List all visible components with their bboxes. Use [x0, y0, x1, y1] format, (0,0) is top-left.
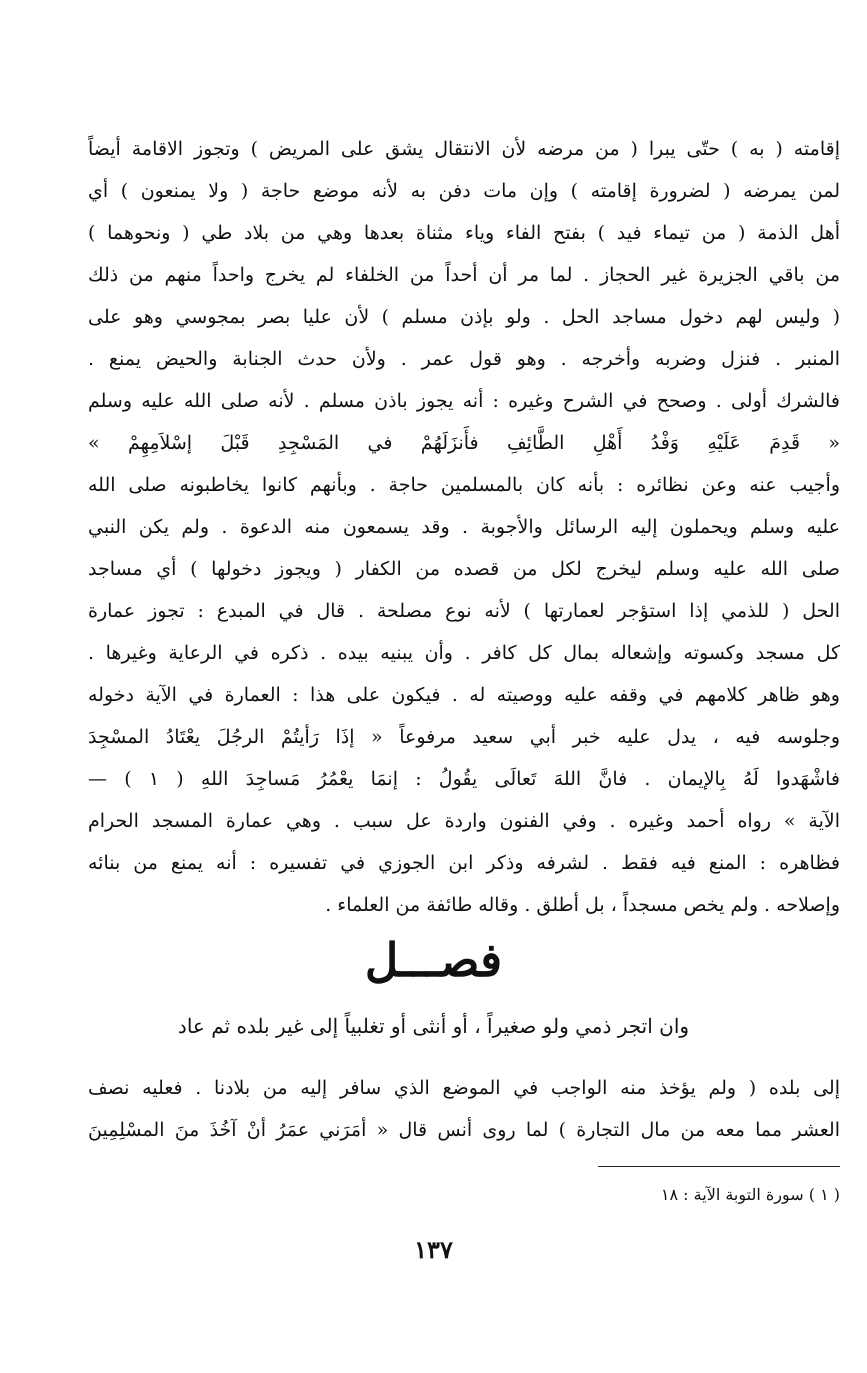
section-subtitle: وان اتجر ذمي ولو صغيراً ، أو أنثى أو تغلبياً إلى غير بلده ثم عاد: [177, 1014, 690, 1038]
text-line: الآية » رواه أحمد وغيره . وفي الفنون واردة عل سبب . وهي عمارة المسجد الحرام: [88, 810, 840, 832]
text-line: فظاهره : المنع فيه فقط . لشرفه وذكر ابن الجوزي في تفسيره : أنه يمنع من بنائه: [88, 852, 840, 874]
page-number: ١٣٧: [414, 1235, 453, 1264]
section-text-block: [88, 1067, 840, 1151]
section-heading: فصـــل: [364, 933, 503, 987]
text-line: إلى بلده ( ولم يؤخذ منه الواجب في الموضع الذي سافر إليه من بلادنا . فعليه نصف: [88, 1077, 840, 1099]
text-line: إقامته ( به ) حتّى يبرا ( من مرضه لأن الانتقال يشق على المريض ) وتجوز الاقامة أيضاً: [88, 138, 840, 160]
text-line: من باقي الجزيرة غير الحجاز . لما مر أن أحداً من الخلفاء لم يخرج واحداً منهم من ذلك: [88, 264, 840, 286]
text-line: صلى الله عليه وسلم ليخرج لكل من قصده من الكفار ( ويجوز دخولها ) أي مساجد: [88, 558, 840, 580]
text-line: لمن يمرضه ( لضرورة إقامته ) وإن مات دفن به لأنه موضع حاجة ( ولا يمنعون ) أي: [88, 180, 840, 202]
text-line: عليه وسلم ويحملون إليه الرسائل والأجوبة . وقد يسمعون منه الدعوة . ولم يكن النبي: [88, 516, 840, 538]
text-line: وأجيب عنه وعن نظائره : بأنه كان بالمسلمين حاجة . وبأنهم كانوا يخاطبونه صلى الله: [88, 474, 840, 496]
text-line: العشر مما معه من مال التجارة ) لما روى أنس قال « أمَرَني عمَرُ أنْ آخُذَ منَ المسْلِمِينَ: [88, 1119, 840, 1141]
main-text-block: [88, 128, 840, 926]
text-line: كل مسجد وكسوته وإشعاله بمال كل كافر . وأن يبنيه بيده . ذكره في الرعاية وغيرها .: [88, 642, 840, 664]
text-line: الحل ( للذمي إذا استؤجر لعمارتها ) لأنه نوع مصلحة . قال في المبدع : تجوز عمارة: [88, 600, 840, 622]
text-line: وجلوسه فيه ، يدل عليه خبر أبي سعيد مرفوعاً « إذَا رَأيتُمْ الرجُلَ يعْتَادُ المسْجِدَ: [88, 726, 840, 748]
hadith-quote-line: « قَدِمَ عَلَيْهِ وَفْدُ أَهْلِ الطَّائِفِ فأَنزَلَهُمْ في المَسْجِدِ قَبْلَ إسْلاَمِهِمْ »: [88, 432, 840, 454]
text-line: فاشْهَدوا لَهُ بِالإيمان . فانَّ اللهَ تَعالَى يقُولُ : إنمَا يعْمُرُ مَساجِدَ اللهِ ( ١ ) —: [88, 768, 840, 790]
text-line: المنبر . فنزل وضربه وأخرجه . وهو قول عمر . ولأن حدث الجنابة والحيض يمنع .: [88, 348, 840, 370]
footnote: ( ١ ) سورة التوبة الآية : ١٨: [660, 1185, 840, 1204]
text-line: أهل الذمة ( من تيماء فيد ) بفتح الفاء وياء مثناة بعدها وهي من بلاد طي ( ونحوهما ): [88, 222, 840, 244]
text-line: فالشرك أولى . وصحح في الشرح وغيره : أنه يجوز باذن مسلم . لأنه صلى الله عليه وسلم: [88, 390, 840, 412]
text-line: وإصلاحه . ولم يخص مسجداً ، بل أطلق . وقاله طائفة من العلماء .: [325, 894, 840, 916]
text-line: وهو ظاهر كلامهم في وقفه عليه ووصيته له . فيكون على هذا : العمارة في الآية دخوله: [88, 684, 840, 706]
text-line: ( وليس لهم دخول مساجد الحل . ولو بإذن مسلم ) لأن عليا بصر بمجوسي وهو على: [88, 306, 840, 328]
footnote-divider: [598, 1166, 840, 1167]
